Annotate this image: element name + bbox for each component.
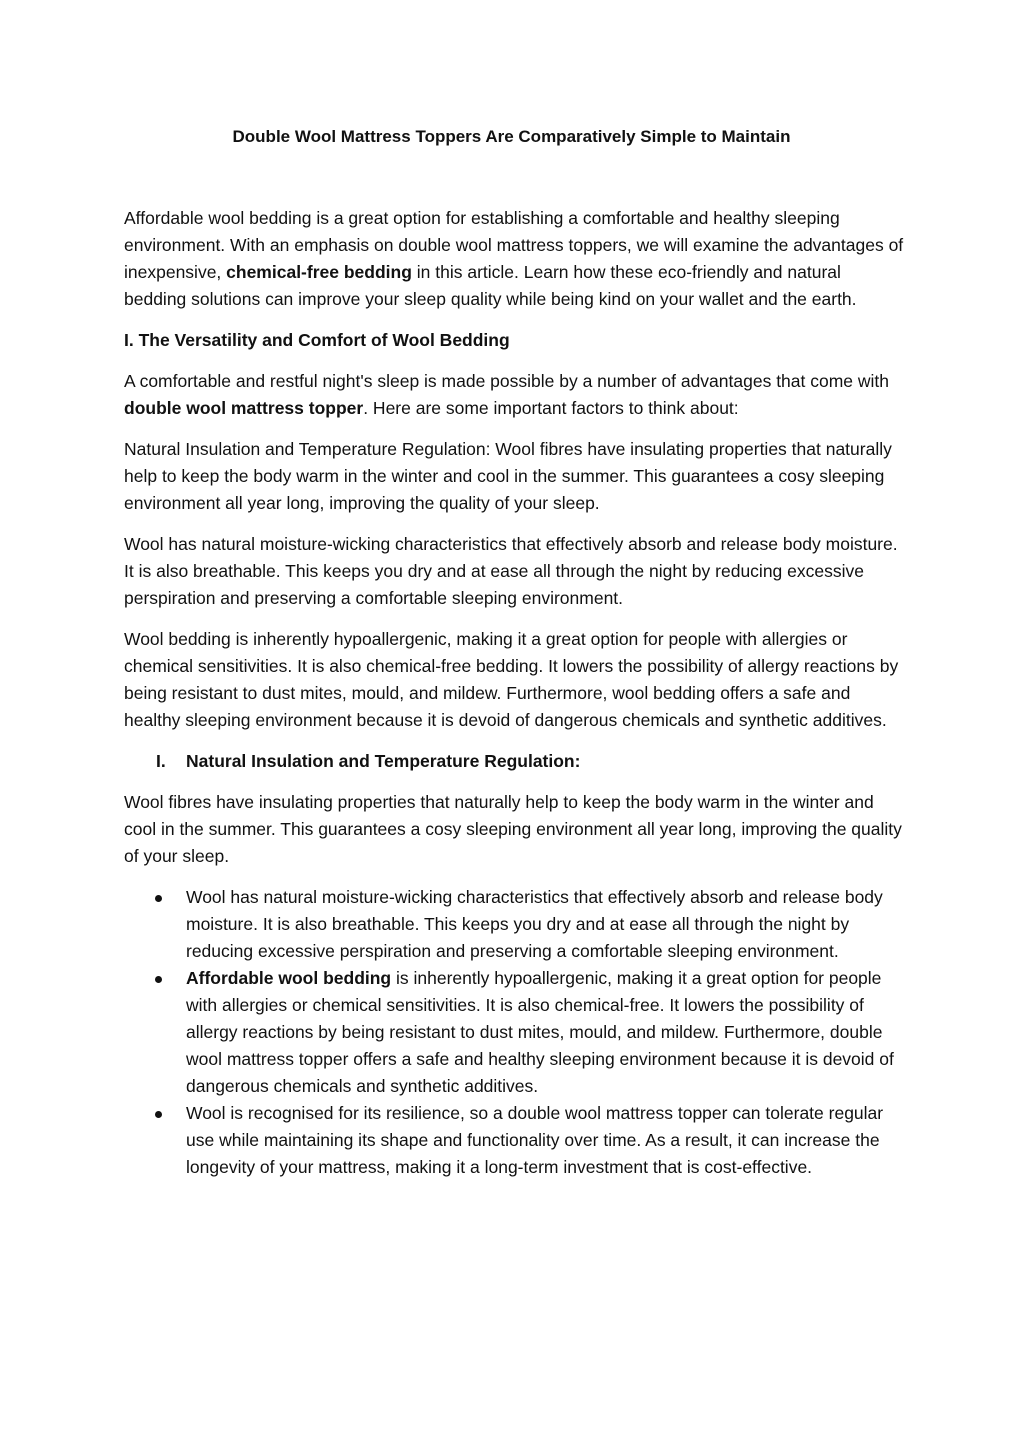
list-item (124, 965, 904, 1100)
section1-p1-bold: double wool mattress topper (124, 398, 364, 418)
list-item (124, 1100, 904, 1181)
page-title: Double Wool Mattress Toppers Are Comparatively Simple to Maintain (232, 127, 791, 146)
list-item-text: Wool has natural moisture-wicking characteristics that effectively absorb and release body moisture. It is also breathable. This keeps you dry and at ease all through the night by reducing excessive perspiration and preserving a comfortable sleeping environment. (186, 887, 883, 961)
numbered-heading-text: Natural Insulation and Temperature Regulation: (186, 751, 581, 771)
bullet-icon (155, 1111, 162, 1118)
list-item-bold: Affordable wool bedding (186, 968, 392, 988)
section1-paragraph-2: Natural Insulation and Temperature Regulation: Wool fibres have insulating properties that naturally help to keep the body warm in the winter and cool in the summer. This guarantees a cosy sleeping environment all year long, improving the quality of your sleep. (124, 439, 892, 513)
section1-paragraph-3: Wool has natural moisture-wicking characteristics that effectively absorb and release body moisture. It is also breathable. This keeps you dry and at ease all through the night by reducing excessive perspiration and preserving a comfortable sleeping environment. (124, 534, 898, 608)
intro-paragraph (124, 205, 904, 313)
section1-p1-text-2: . Here are some important factors to think about: (363, 398, 739, 418)
roman-numeral: I. (156, 751, 166, 771)
section1-paragraph-4: Wool bedding is inherently hypoallergenic, making it a great option for people with allergies or chemical sensitivities. It is also chemical-free bedding. It lowers the possibility of allergy reactions by being resistant to dust mites, mould, and mildew. Furthermore, wool bedding offers a safe and healthy sleeping environment because it is devoid of dangerous chemicals and synthetic additives. (124, 629, 899, 730)
document-body (124, 205, 904, 1181)
section-heading: I. The Versatility and Comfort of Wool Bedding (124, 330, 510, 350)
bullet-icon (155, 895, 162, 902)
list-item-text: Wool is recognised for its resilience, so a double wool mattress topper can tolerate regular use while maintaining its shape and functionality over time. As a result, it can increase the longevity of your mattress, making it a long-term investment that is cost-effective. (186, 1103, 884, 1177)
intro-text-1: Affordable wool bedding is a great option for establishing a comfortable and healthy sleeping environment. With an emphasis on double wool mattress toppers, we will examine the advantages of inexpensive, (124, 208, 904, 282)
section1-paragraph-1 (124, 368, 904, 422)
section1-p1-text-1: A comfortable and restful night's sleep is made possible by a number of advantages that come with (124, 371, 890, 391)
list-item-text: is inherently hypoallergenic, making it a great option for people with allergies or chemical sensitivities. It is also chemical-free. It lowers the possibility of allergy reactions by being resistant to dust mites, mould, and mildew. Furthermore, double wool mattress topper offers a safe and healthy sleeping environment because it is devoid of dangerous chemicals and synthetic additives. (186, 968, 894, 1096)
section2-paragraph-1: Wool fibres have insulating properties that naturally help to keep the body warm in the winter and cool in the summer. This guarantees a cosy sleeping environment all year long, improving the quality of your sleep. (124, 792, 902, 866)
intro-text-2: in this article. Learn how these eco-friendly and natural bedding solutions can improve your sleep quality while being kind on your wallet and the earth. (124, 262, 857, 309)
intro-bold-link: chemical-free bedding (226, 262, 412, 282)
bullet-icon (155, 976, 162, 983)
numbered-heading (156, 748, 904, 775)
list-item (124, 884, 904, 965)
bullet-list (124, 884, 904, 1181)
